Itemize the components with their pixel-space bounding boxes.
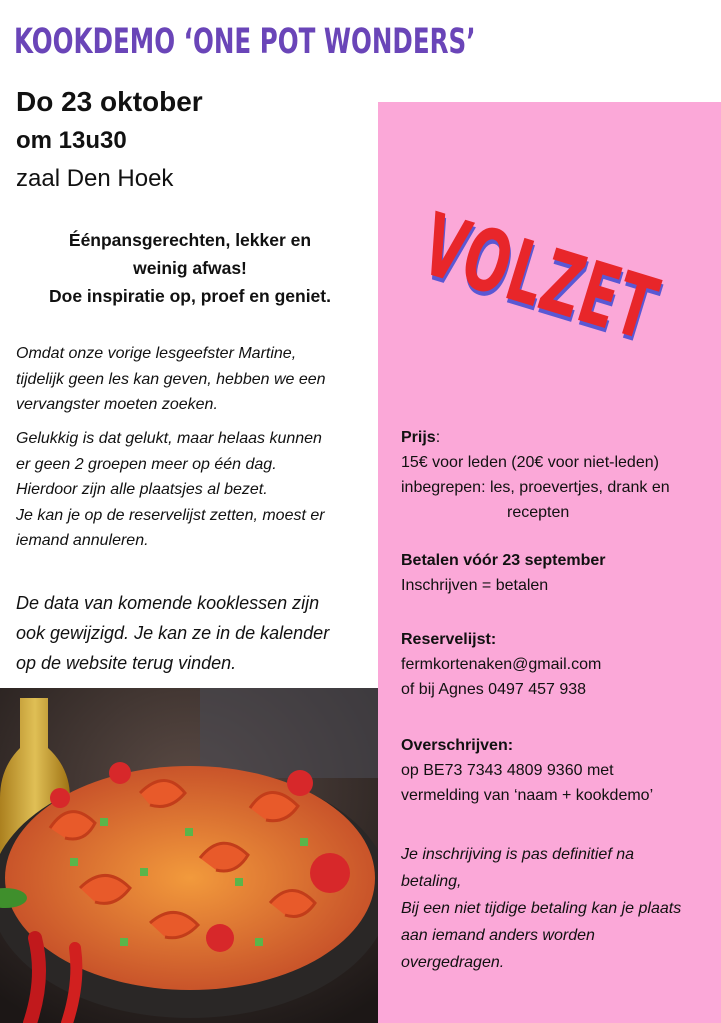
payment-text: Inschrijven = betalen: [401, 577, 549, 594]
price-line: 15€ voor leden (20€ voor niet-leden): [401, 454, 659, 471]
sold-out-stamp: VOLZET: [410, 195, 669, 361]
paella-pan-image: [0, 688, 378, 1023]
price-section: [401, 425, 717, 525]
paragraph-line: op de website terug vinden.: [16, 653, 237, 673]
paragraph-line: ook gewijzigd. Je kan ze in de kalender: [16, 623, 330, 643]
paragraph-line: Gelukkig is dat gelukt, maar helaas kunnen: [16, 430, 322, 447]
tagline-line: weinig afwas!: [133, 258, 247, 278]
paragraph-calendar: [16, 588, 366, 678]
paragraph-line: tijdelijk geen les kan geven, hebben we een: [16, 370, 326, 388]
paragraph-full: [16, 426, 366, 554]
note-line: betaling,: [401, 873, 462, 890]
page-title: KOOKDEMO ‘ONE POT WONDERS’: [14, 22, 476, 62]
paragraph-line: er geen 2 groepen meer op één dag.: [16, 455, 277, 473]
transfer-heading: Overschrijven:: [401, 737, 514, 754]
reserve-section: [401, 627, 717, 702]
event-time: om 13u30: [16, 127, 127, 154]
price-line: inbegrepen: les, proevertjes, drank en: [401, 479, 670, 496]
event-room: zaal Den Hoek: [16, 165, 174, 192]
tagline-line: Éénpansgerechten, lekker en: [68, 230, 312, 250]
paragraph-line: Omdat onze vorige lesgeefster Martine,: [16, 345, 297, 362]
tagline-line: Doe inspiratie op, proef en geniet.: [49, 286, 331, 306]
event-date: Do 23 oktober: [16, 86, 203, 117]
transfer-section: [401, 733, 717, 808]
paragraph-line: Hierdoor zijn alle plaatsjes al bezet.: [16, 481, 268, 498]
paragraph-line: De data van komende kooklessen zijn: [16, 593, 320, 613]
price-colon: :: [435, 429, 441, 446]
price-line: recepten: [507, 504, 570, 521]
payment-section: [401, 548, 717, 598]
registration-note: [401, 841, 717, 976]
note-line: aan iemand anders worden: [401, 927, 595, 944]
paragraph-line: iemand annuleren.: [16, 532, 149, 549]
tagline: [20, 226, 360, 310]
food-photo: [0, 688, 378, 1023]
note-line: Bij een niet tijdige betaling kan je plaats: [401, 900, 682, 917]
reserve-email[interactable]: fermkortenaken@gmail.com: [401, 656, 602, 673]
transfer-line: op BE73 7343 4809 9360 met: [401, 762, 614, 779]
payment-heading: Betalen vóór 23 september: [401, 552, 606, 569]
reserve-heading: Reservelijst:: [401, 631, 497, 648]
note-line: overgedragen.: [401, 954, 505, 971]
price-heading: Prijs: [401, 429, 436, 446]
paragraph-line: Je kan je op de reservelijst zetten, moest er: [16, 506, 325, 524]
note-line: Je inschrijving is pas definitief na: [401, 846, 635, 863]
paragraph-line: vervangster moeten zoeken.: [16, 396, 218, 413]
transfer-line: vermelding van ‘naam + kookdemo’: [401, 787, 654, 804]
paragraph-teacher: [16, 341, 366, 418]
reserve-phone: of bij Agnes 0497 457 938: [401, 681, 587, 698]
